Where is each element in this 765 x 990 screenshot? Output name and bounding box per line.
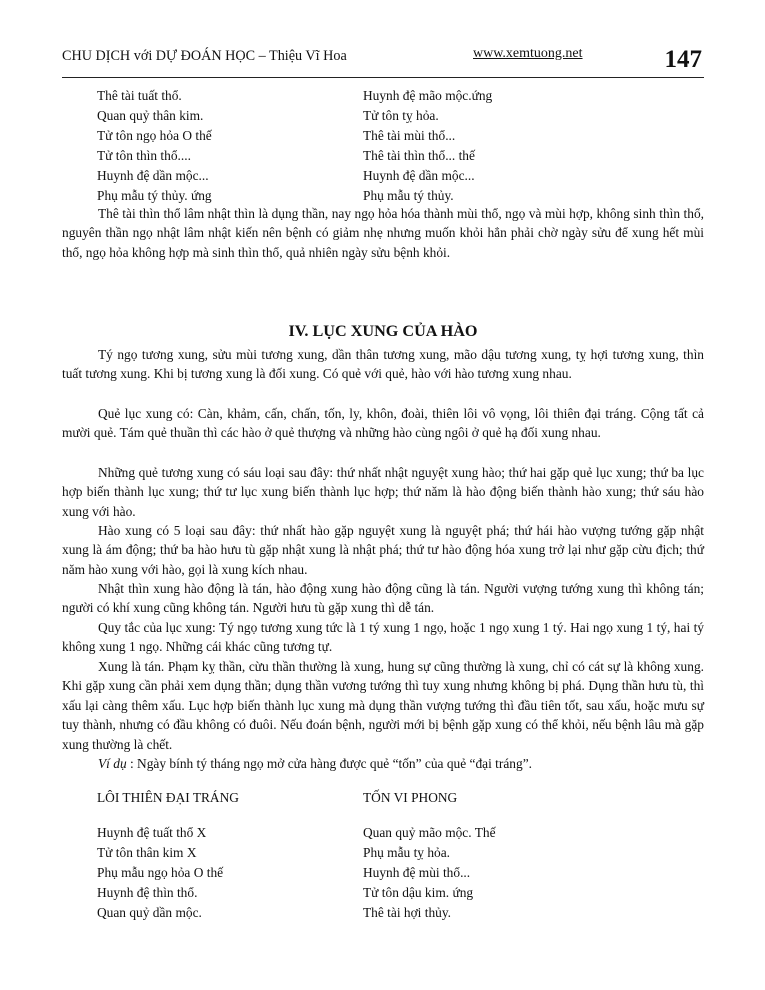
table-row bbox=[97, 106, 697, 126]
example-text: : Ngày bính tý tháng ngọ mở cửa hàng được quẻ “tốn” của quẻ “đại tráng”. bbox=[126, 756, 532, 771]
header-rule bbox=[62, 77, 704, 78]
table-row bbox=[97, 883, 697, 903]
table-cell-right: Thê tài thìn thổ... thế bbox=[363, 148, 475, 163]
body-paragraph: Quẻ lục xung có: Càn, khảm, cấn, chấn, tốn, ly, khôn, đoài, thiên lôi vô vọng, lôi thiên đại tráng. Cộng tất cả mười quẻ. Tám quẻ thuần thì các hào ở quẻ thượng và những hào cùng ngôi ở quẻ hạ đối xung nhau. bbox=[62, 406, 704, 441]
hexagram-table-top bbox=[97, 86, 697, 206]
table-cell-left: Huynh đệ thìn thổ. bbox=[97, 885, 198, 900]
table-cell-left: Quan quỷ dần mộc. bbox=[97, 905, 202, 920]
page-header bbox=[62, 44, 704, 80]
table-cell-right: Huynh đệ dần mộc... bbox=[363, 168, 475, 183]
table-row bbox=[97, 126, 697, 146]
table-cell-right: Quan quỷ mão mộc. Thế bbox=[363, 825, 496, 840]
table-cell-right: Phụ mẫu tỵ hỏa. bbox=[363, 845, 451, 860]
body-paragraph: Quy tắc của lục xung: Tý ngọ tương xung tức là 1 tý xung 1 ngọ, hoặc 1 ngọ xung 1 tý. Hai ngọ xung 1 tý, hai tý không xung 1 ngọ. Những cái khác cũng tương tự. bbox=[62, 620, 704, 655]
section-title: IV. LỤC XUNG CỦA HÀO bbox=[288, 322, 478, 340]
hexagram-header-left: LÔI THIÊN ĐẠI TRÁNG bbox=[97, 790, 239, 805]
table-row bbox=[97, 863, 697, 883]
example-paragraph bbox=[62, 754, 704, 773]
table-row bbox=[97, 86, 697, 106]
intro-paragraph: Thê tài thìn thổ lâm nhật thìn là dụng thần, nay ngọ hỏa hóa thành mùi thổ, ngọ và mùi hợp, không sinh thìn thổ, nguyên thần ngọ nhật lâm nhật kiến nên bệnh có giảm nhẹ nhưng muốn khỏi hẳn phải chờ ngày sửu để xung hết mùi thổ, ngọ hỏa không hợp mà sinh thìn thổ, quả nhiên ngày sửu bệnh khỏi. bbox=[62, 206, 704, 260]
table-cell-left: Huynh đệ tuất thổ X bbox=[97, 825, 207, 840]
table-cell-right: Huynh đệ mão mộc.ứng bbox=[363, 88, 493, 103]
table-cell-left: Quan quỷ thân kim. bbox=[97, 108, 204, 123]
table-cell-right: Tử tôn dậu kim. ứng bbox=[363, 885, 474, 900]
table-cell-left: Tử tôn ngọ hỏa O thế bbox=[97, 128, 212, 143]
table-row bbox=[97, 186, 697, 206]
hexagram-headers bbox=[97, 790, 697, 810]
table-row bbox=[97, 146, 697, 166]
body-paragraph: Tý ngọ tương xung, sửu mùi tương xung, dần thân tương xung, mão dậu tương xung, tỵ hợi tương xung, thìn tuất tương xung. Khi bị tương xung là đối xung. Có quẻ với quẻ, hào với hào tương xung nhau. bbox=[62, 347, 704, 382]
table-cell-left: Thê tài tuất thổ. bbox=[97, 88, 182, 103]
body-paragraph: Hào xung có 5 loại sau đây: thứ nhất hào gặp nguyệt xung là nguyệt phá; thứ hái hào vượng tướng gặp nhật xung là ám động; thứ ba hào hưu tù gặp nhật xung là nhật phá; thứ tư hào động hóa xung trở lại như gặp cừu địch; thứ năm hào xung với hào, gọi là xung kích nhau. bbox=[62, 523, 704, 577]
table-row bbox=[97, 843, 697, 863]
table-cell-left: Tử tôn thân kim X bbox=[97, 845, 197, 860]
table-cell-left: Phụ mẫu tý thủy. ứng bbox=[97, 188, 212, 203]
hexagram-table-bottom bbox=[97, 823, 697, 923]
body-paragraph: Những quẻ tương xung có sáu loại sau đây: thứ nhất nhật nguyệt xung hào; thứ hai gặp quẻ lục xung; thứ ba lục hợp biến thành lục xung; thứ tư lục xung biến thành lục hợp; thứ năm là hào động biến thành hào xung; thứ sáu hào xung với hào. bbox=[62, 465, 704, 519]
body-paragraph: Xung là tán. Phạm kỵ thần, cừu thần thường là xung, hung sự cũng thường là xung, chỉ có cát sự là không xung. Khi gặp xung cần phải xem dụng thần; dụng thần vương tướng thì tuy xung nhưng không bị phá. Dụng thần hưu tù, thì xấu lại càng thêm xấu. Lục hợp biến thành lục xung mà dụng thần vượng tướng thì đầu tiên tốt, sau xấu, hoặc mưu sự tuy thành, nhưng có đầu không có đuôi. Nếu đoán bệnh, người mới bị bệnh gặp xung có thể khỏi, nếu bệnh lâu mà gặp xung thường là chết. bbox=[62, 659, 704, 752]
body-paragraph: Nhật thìn xung hào động là tán, hào động xung hào động cũng là tán. Người vượng tướng xung thì không tán; người có khí xung cũng không tán. Người hưu tù gặp xung thì dễ tán. bbox=[62, 581, 704, 616]
page-number: 147 bbox=[664, 46, 702, 73]
table-cell-left: Phụ mẫu ngọ hỏa O thế bbox=[97, 865, 224, 880]
running-title: CHU DỊCH với DỰ ĐOÁN HỌC – Thiệu Vĩ Hoa bbox=[62, 48, 347, 64]
table-row bbox=[97, 166, 697, 186]
table-cell-right: Thê tài mùi thổ... bbox=[363, 128, 456, 143]
table-cell-right: Thê tài hợi thủy. bbox=[363, 905, 452, 920]
table-cell-left: Huynh đệ dần mộc... bbox=[97, 168, 209, 183]
table-cell-left: Tử tôn thìn thổ.... bbox=[97, 148, 191, 163]
website-link[interactable]: www.xemtuong.net bbox=[473, 46, 583, 61]
table-row bbox=[97, 903, 697, 923]
table-row bbox=[97, 823, 697, 843]
hexagram-header-right: TỐN VI PHONG bbox=[363, 790, 458, 805]
table-cell-right: Tử tôn tỵ hỏa. bbox=[363, 108, 439, 123]
table-cell-right: Huynh đệ mùi thổ... bbox=[363, 865, 471, 880]
example-label: Ví dụ bbox=[98, 756, 127, 771]
table-cell-right: Phụ mẫu tý thủy. bbox=[363, 188, 454, 203]
